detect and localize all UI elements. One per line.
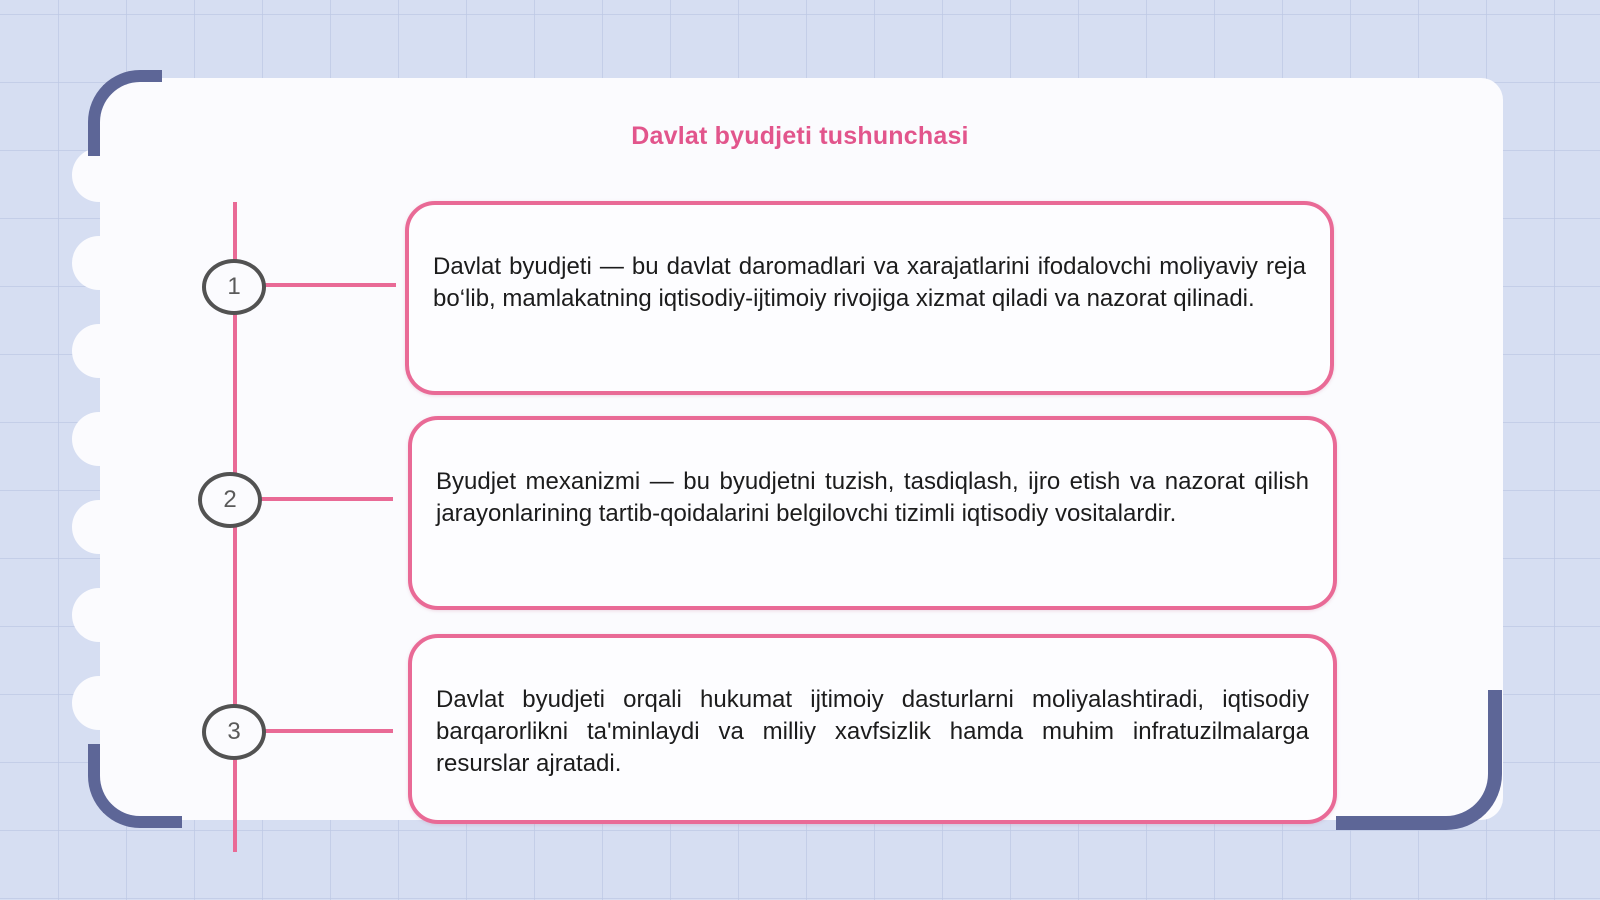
timeline-connector (262, 283, 396, 287)
corner-bracket-bottom-left (88, 744, 182, 828)
info-card-3 (408, 634, 1337, 824)
slide-title: Davlat byudjeti tushunchasi (631, 122, 969, 150)
info-card-text: Davlat byudjeti orqali hukumat ijtimoiy dasturlarni moliyalashtiradi, iqtisodiy barqarorlikni ta'minlaydi va milliy xavfsizlik hamda muhim infratuzilmalarga resurslar ajratadi. (436, 686, 1309, 777)
paper-scallop (72, 412, 126, 466)
info-card-text: Davlat byudjeti — bu davlat daromadlari va xarajatlarini ifodalovchi moliyaviy reja bo‘lib, mamlakatning iqtisodiy-ijtimoiy rivojiga xizmat qiladi va nazorat qilinadi. (433, 253, 1306, 312)
corner-bracket-bottom-right (1336, 690, 1502, 830)
step-number-2: 2 (198, 472, 262, 528)
step-number-1: 1 (202, 259, 266, 315)
paper-scallop (72, 676, 126, 730)
step-number-3: 3 (202, 704, 266, 760)
info-card-1 (405, 201, 1334, 395)
paper-scallop (72, 500, 126, 554)
info-card-2 (408, 416, 1337, 610)
paper-scallop (72, 148, 126, 202)
info-card-text: Byudjet mexanizmi — bu byudjetni tuzish, tasdiqlash, ijro etish va nazorat qilish jarayonlarining tartib-qoidalarini belgilovchi tizimli iqtisodiy vositalardir. (436, 468, 1309, 527)
paper-scallop (72, 324, 126, 378)
timeline-connector (262, 729, 393, 733)
timeline-connector (258, 497, 393, 501)
paper-scallop (72, 236, 126, 290)
paper-scallop (72, 588, 126, 642)
